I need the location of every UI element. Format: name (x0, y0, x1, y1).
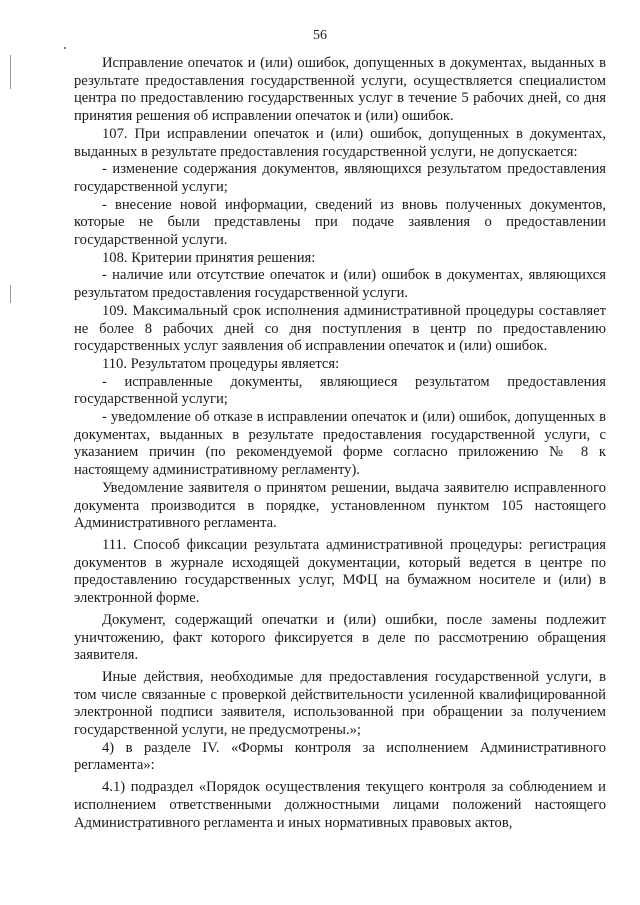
paragraph: 110. Результатом процедуры является: (102, 355, 340, 372)
scan-artifact (10, 55, 11, 89)
list-item: - изменение содержания документов, являющихся результатом предоставления государственной услуги; (74, 161, 606, 195)
paragraph: 4.1) подраздел «Порядок осуществления текущего контроля за соблюдением и исполнением ответственными должностными лицами положений настоящего Административного регламента и иных нормативных правовых актов, (74, 779, 606, 831)
scan-artifact (10, 285, 11, 303)
page-number: 56 (313, 28, 327, 43)
paragraph: 108. Критерии принятия решения: (102, 249, 316, 266)
list-item: - уведомление об отказе в исправлении опечаток и (или) ошибок, допущенных в документах, выданных в результате предоставления государственной услуги, с указанием причин (по рекомендуемой форме согласно приложению № 8 к настоящему административному регламенту). (74, 409, 606, 479)
paragraph: 107. При исправлении опечаток и (или) ошибок, допущенных в документах, выданных в результате предоставления государственной услуги, не допускается: (74, 125, 606, 160)
list-item: - наличие или отсутствие опечаток и (или) ошибок в документах, являющихся результатом предоставления государственной услуги. (74, 267, 606, 302)
paragraph: 4) в разделе IV. «Формы контроля за исполнением Административного регламента»: (74, 739, 606, 774)
list-item: - исправленные документы, являющиеся результатом предоставления государственной услуги; (74, 373, 606, 408)
paragraph: Документ, содержащий опечатки и (или) ошибки, после замены подлежит уничтожению, факт которого фиксируется в деле по рассмотрению обращения заявителя. (74, 611, 606, 664)
paragraph: 109. Максимальный срок исполнения административной процедуры составляет не более 8 рабочих дней со дня поступления в центр по предоставлению государственных услуг заявления об исправлении опечаток и (или) ошибок. (74, 302, 606, 355)
scan-artifact (64, 47, 66, 49)
paragraph: Исправление опечаток и (или) ошибок, допущенных в документах, выданных в результате предоставления государственной услуги, осуществляется специалистом центра по предоставлению государственных услуг в течение 5 рабочих дней, со дня принятия решения об исправлении опечаток и (или) ошибок. (74, 55, 606, 125)
paragraph: Иные действия, необходимые для предоставления государственной услуги, в том числе связанные с проверкой действительности усиленной квалифицированной электронной подписи заявителя, использованной при обращении за получением государственной услуги, не предусмотрены.»; (74, 668, 606, 739)
paragraph: 111. Способ фиксации результата административной процедуры: регистрация документов в журнале исходящей документации, который ведется в центре по предоставлению государственных услуг, МФЦ на бумажном носителе и (или) в электронной форме. (74, 536, 606, 607)
document-body (74, 55, 606, 832)
list-item: - внесение новой информации, сведений из вновь полученных документов, которые не были представлены при подаче заявления о предоставлении государственной услуги. (74, 196, 606, 249)
paragraph: Уведомление заявителя о принятом решении, выдача заявителю исправленного документа производится в порядке, установленном пунктом 105 настоящего Административного регламента. (74, 479, 606, 532)
